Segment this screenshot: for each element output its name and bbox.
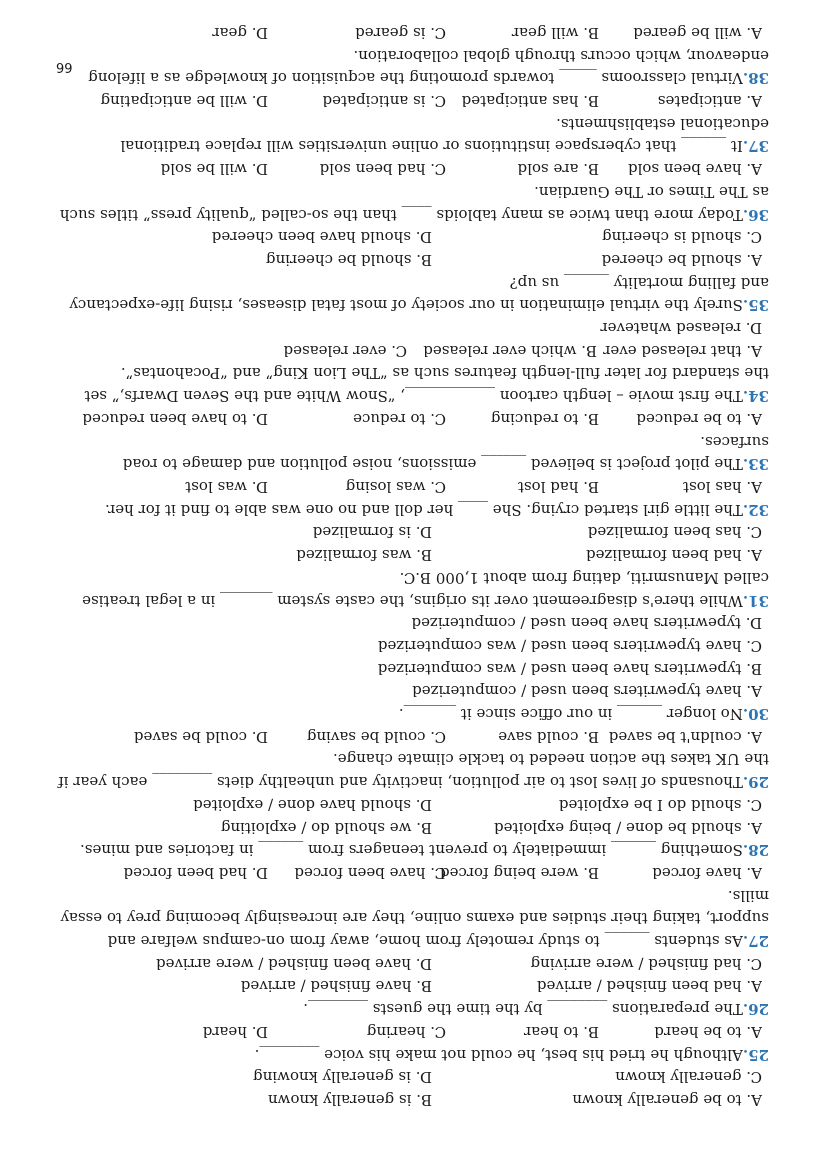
question-number: 32. xyxy=(742,500,769,519)
question-number: 25. xyxy=(742,1045,769,1064)
question-text: The little girl started crying. She ____ her doll and no one was able to find it for her. xyxy=(104,500,743,519)
page-number: 66 xyxy=(56,58,73,74)
answer-option: C. is geared xyxy=(355,23,446,42)
answer-option: B. is generally known xyxy=(267,1091,432,1109)
answer-option: C. generally known xyxy=(615,1068,762,1087)
question-stem xyxy=(57,997,769,1020)
answer-option: A. has lost xyxy=(683,478,762,497)
answer-option: B. to reducing xyxy=(490,409,599,428)
question-stem xyxy=(57,748,769,793)
answer-option: D. typewriters have been used / computerized xyxy=(411,614,762,633)
question-block xyxy=(57,793,769,861)
answer-option: A. should be done / being exploited xyxy=(494,818,762,837)
answer-option: D. could be saved xyxy=(133,727,268,746)
question-stem xyxy=(57,566,769,611)
question-number: 33. xyxy=(742,455,769,474)
answer-options xyxy=(57,952,769,997)
answer-option: B. to hear xyxy=(523,1022,599,1041)
question-block xyxy=(57,612,769,726)
question-stem xyxy=(57,180,769,225)
question-number: 34. xyxy=(742,387,769,406)
question-block xyxy=(57,157,769,225)
answer-option: D. gear xyxy=(212,23,268,42)
answer-option: D. will be anticipating xyxy=(100,92,268,111)
question-text: Today more than twice as many tabloids ____ than the so-called “quality press” titles such as The Times or The Guardian. xyxy=(59,182,769,224)
question-number: 29. xyxy=(742,773,769,792)
question-stem xyxy=(57,1043,769,1066)
question-number: 26. xyxy=(742,1000,769,1019)
question-text: The pilot project is believed ______ emissions, noise pollution and damage to road surfaces. xyxy=(122,432,769,474)
answer-options xyxy=(57,1020,769,1043)
answer-option: C. is anticipated xyxy=(322,92,446,111)
answer-option: A. have forced xyxy=(652,863,762,882)
answer-option: A. had been finished / arrived xyxy=(536,977,762,996)
question-number: 31. xyxy=(742,591,769,610)
answer-option: C. should do I be exploited xyxy=(558,795,762,814)
answer-options xyxy=(57,226,769,271)
question-text: It ______ that cyberspace institutions or online universities will replace traditional educational establishments. xyxy=(120,114,769,156)
answer-option: B. we should do / exploiting xyxy=(220,818,432,837)
answer-options xyxy=(57,612,769,703)
question-text: While there's disagreement over its origins, the caste system _______ in a legal treatise called Manusmriti, dating from about 1,000 B.C. xyxy=(82,568,769,610)
answer-option: A. have been sold xyxy=(627,160,762,179)
answer-option: A. have typewriters been used / computerized xyxy=(412,682,762,701)
answer-option: C. had been sold xyxy=(319,160,446,179)
answer-option: A. couldn't be saved xyxy=(608,727,762,746)
question-number: 36. xyxy=(742,205,769,224)
answer-options xyxy=(57,475,769,498)
answer-options xyxy=(57,407,769,430)
question-block xyxy=(57,475,769,520)
question-stem xyxy=(57,884,769,952)
question-stem xyxy=(57,271,769,316)
answer-option: C. had finished / were arriving xyxy=(530,954,762,973)
answer-options xyxy=(57,793,769,838)
question-stem xyxy=(57,430,769,475)
question-block xyxy=(57,1020,769,1065)
answer-option: A. anticipates xyxy=(657,92,762,111)
question-block xyxy=(57,226,769,317)
question-number: 27. xyxy=(742,932,769,951)
question-text: Although he tried his best, he could not make his voice ________. xyxy=(254,1045,743,1064)
answer-option: B. which ever released xyxy=(423,341,597,360)
answer-option: D. heard xyxy=(202,1022,268,1041)
question-number: 28. xyxy=(742,841,769,860)
answer-options xyxy=(57,1066,769,1111)
answer-option: C. could be saving xyxy=(306,727,446,746)
answer-option: D. is generally knowing xyxy=(253,1068,432,1087)
question-stem xyxy=(57,362,769,407)
question-text: The first movie – length cartoon ____________, “Snow White and the Seven Dwarfs,” set the standard for later full-length features such as “The Lion King” and “Pocahontas”. xyxy=(84,364,769,406)
question-number: 30. xyxy=(742,705,769,724)
answer-option: C. has been formalized xyxy=(587,523,762,542)
question-text: The preparations ________ by the time the guests ________. xyxy=(303,1000,743,1019)
answer-option: C. was losing xyxy=(345,478,446,497)
answer-option: B. had lost xyxy=(517,478,599,497)
answer-option: D. have been finished / were arrived xyxy=(156,954,432,973)
question-stem xyxy=(57,498,769,521)
question-block xyxy=(57,861,769,952)
answer-options xyxy=(57,89,769,112)
question-stem xyxy=(57,839,769,862)
question-stem xyxy=(57,112,769,157)
answer-options xyxy=(57,861,769,884)
answer-option: B. were being forced xyxy=(439,863,599,882)
answer-option: A. to be reduced xyxy=(636,409,762,428)
answer-option: C. hearing xyxy=(366,1022,446,1041)
question-text: As students ______ to study remotely from home, away from on-campus welfare and support, taking their studies and exams online, they are increasingly becoming prey to essay mills. xyxy=(60,886,769,951)
answer-option: B. has anticipated xyxy=(461,92,599,111)
question-block xyxy=(57,1066,769,1111)
question-text: Thousands of lives lost to air pollution, inactivity and unhealthy diets ________ each year if the UK takes the action needed to tackle climate change. xyxy=(58,750,769,792)
answer-option: B. typewriters have been used / was computerized xyxy=(377,659,762,678)
answer-option: D. had been forced xyxy=(123,863,268,882)
answer-option: A. had been formalized xyxy=(585,546,762,565)
question-stem xyxy=(57,44,769,89)
answer-option: A. to be generally known xyxy=(572,1091,762,1109)
answer-option: C. have typewriters been used / was computerized xyxy=(377,636,762,655)
answer-option: C. should is cheering xyxy=(601,228,762,247)
answer-option: D. was lost xyxy=(185,478,268,497)
answer-option: B. should be cheering xyxy=(265,250,432,269)
question-block xyxy=(57,952,769,1020)
question-stem xyxy=(57,702,769,725)
answer-options xyxy=(57,521,769,566)
answer-option: D. should have been cheered xyxy=(211,228,432,247)
question-number: 35. xyxy=(742,296,769,315)
question-number: 37. xyxy=(742,137,769,156)
question-list xyxy=(57,21,769,1111)
answer-options xyxy=(57,316,769,361)
answer-options xyxy=(57,157,769,180)
answer-option: D. to have been reduced xyxy=(82,409,268,428)
question-block xyxy=(57,89,769,157)
question-text: No longer ______ in our office since it _______. xyxy=(398,705,743,724)
question-block xyxy=(57,521,769,612)
question-block xyxy=(57,316,769,407)
answer-option: B. are sold xyxy=(517,160,599,179)
question-block xyxy=(57,21,769,89)
question-block xyxy=(57,407,769,475)
question-text: Something ______ immediately to prevent teenagers from ______ in factories and mines. xyxy=(80,841,743,860)
answer-option: D. is formalized xyxy=(312,523,432,542)
question-text: Virtual classrooms _____ towards promoting the acquisition of knowledge as a lifelong endeavour, which occurs through global collaboration. xyxy=(88,46,769,88)
answer-option: A. will be geared xyxy=(633,23,762,42)
answer-option: A. should be cheered xyxy=(601,250,762,269)
question-number: 38. xyxy=(742,69,769,88)
answer-option: B. will gear xyxy=(511,23,599,42)
answer-option: C. to reduce xyxy=(353,409,446,428)
answer-option: C. have been forced xyxy=(294,863,446,882)
answer-options xyxy=(57,21,769,44)
answer-option: B. have finished / arrived xyxy=(240,977,432,996)
answer-option: D. should have done / exploited xyxy=(193,795,432,814)
answer-option: A. that released ever xyxy=(603,341,762,360)
question-text: Surely the virtual elimination in our society of most fatal diseases, rising life-expectancy and falling mortality ______ us up? xyxy=(69,273,769,315)
answer-option: C. ever released xyxy=(283,341,407,360)
answer-option: B. could save xyxy=(498,727,599,746)
answer-option: B. was formalized xyxy=(296,546,432,565)
answer-option: A. to be heard xyxy=(654,1022,762,1041)
question-block xyxy=(57,725,769,793)
answer-options xyxy=(57,725,769,748)
answer-option: D. will be sold xyxy=(160,160,268,179)
answer-option: D. released whatever xyxy=(600,319,762,338)
